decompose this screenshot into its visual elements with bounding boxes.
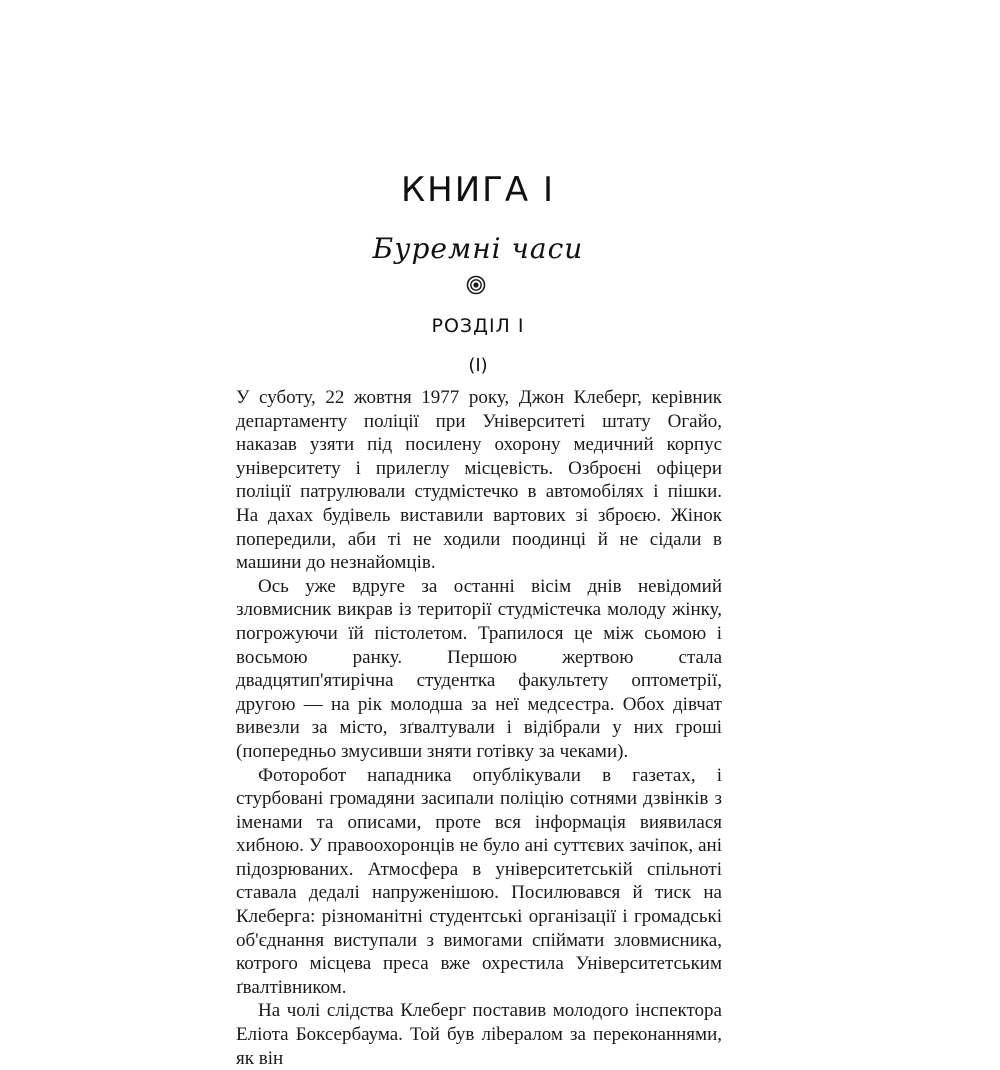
chapter-heading: РОЗДІЛ I bbox=[431, 315, 525, 337]
paragraph: У суботу, 22 жовтня 1977 року, Джон Клеберг, керівник департаменту поліції при Університеті штату Огайо, наказав узяти під посилену охорону медичний корпус університету і прилеглу місцевість. Озброєні офіцери поліції патрулювали студмістечко в автомобілях і пішки. На дахах будівель виставили вартових зі зброєю. Жінок попередили, аби ті не ходили поодинці й не сідали в машини до незнайомців. bbox=[236, 387, 722, 574]
part-subtitle: Буремні часи bbox=[372, 232, 584, 265]
body-text bbox=[236, 386, 722, 1070]
target-ornament-icon bbox=[466, 275, 486, 295]
paragraph: На чолі слідства Клеберг поставив молодого інспектора Еліота Боксербаума. Той був ліbeралом за переконаннями, як він bbox=[236, 1000, 722, 1069]
section-number: (I) bbox=[468, 355, 488, 376]
paragraph: Фоторобот нападника опублікували в газетах, і стурбовані громадяни засипали поліцію сотнями дзвінків з іменами та описами, проте вся інформація виявилася хибною. У правоохоронців не було ані суттєвих зачіпок, ані підозрюваних. Атмосфера в університетській спільноті ставала дедалі напруженішою. Посилювався й тиск на Клеберга: різноманітні студентські організації і громадські об'єднання виступали з вимогами спіймати зловмисника, котрого місцева преса вже охрестила Університетським ґвалтівником. bbox=[236, 764, 722, 998]
book-title: КНИГА I bbox=[401, 170, 555, 210]
paragraph: Ось уже вдруге за останні вісім днів невідомий зловмисник викрав із території студмістечка молоду жінку, погрожуючи їй пістолетом. Трапилося це між сьомою і восьмою ранку. Першою жертвою стала двадцятип'ятирічна студентка факультету оптометрії, другою — на рік молодша за неї медсестра. Обох дівчат вивезли за місто, зґвалтували і відібрали у них гроші (попередньо змусивши зняти готівку за чеками). bbox=[236, 575, 722, 762]
